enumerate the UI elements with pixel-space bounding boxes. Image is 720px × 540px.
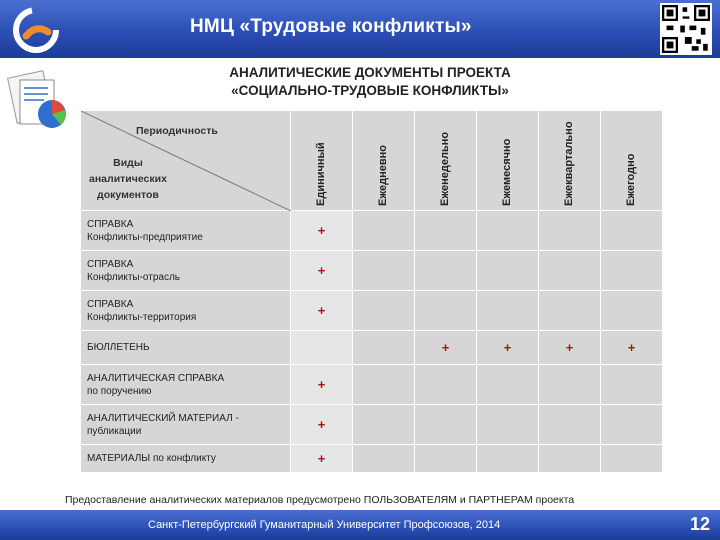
- plus-mark: +: [317, 302, 326, 318]
- column-label: Ежеквартально: [563, 121, 575, 206]
- plus-mark: +: [565, 339, 574, 355]
- column-label: Ежемесячно: [501, 138, 513, 206]
- row-label: [81, 405, 291, 445]
- mark-cell: [353, 251, 415, 291]
- plus-mark: +: [503, 339, 512, 355]
- footnote: Предоставление аналитических материалов предусмотрено ПОЛЬЗОВАТЕЛЯМ и ПАРТНЕРАМ проекта: [65, 494, 575, 506]
- page-number: 12: [689, 514, 710, 534]
- mark-cell: [539, 211, 601, 251]
- mark-cell: [353, 365, 415, 405]
- table-row: [81, 445, 663, 473]
- mark-cell: [353, 331, 415, 365]
- mark-cell: [353, 211, 415, 251]
- mark-cell: [415, 365, 477, 405]
- mark-cell: [601, 331, 663, 365]
- row-label: [81, 365, 291, 405]
- types-label-line-1: Виды: [113, 157, 143, 169]
- column-label: Единичный: [315, 142, 327, 206]
- mark-cell: [353, 405, 415, 445]
- plus-mark: +: [317, 450, 326, 466]
- row-label: [81, 445, 291, 473]
- footer-text: Санкт-Петербургский Гуманитарный Университет Профсоюзов, 2014: [148, 519, 501, 531]
- mark-cell: [291, 211, 353, 251]
- mark-cell: [601, 405, 663, 445]
- mark-cell: [477, 291, 539, 331]
- table-header-row: [81, 111, 663, 211]
- mark-cell: [291, 365, 353, 405]
- column-header-weekly: [415, 111, 477, 211]
- row-label: [81, 251, 291, 291]
- logo-icon: [12, 6, 60, 54]
- mark-cell: [291, 445, 353, 473]
- mark-cell: [539, 291, 601, 331]
- row-label-line-2: Конфликты-территория: [87, 311, 197, 323]
- column-label: Ежедневно: [377, 145, 389, 206]
- mark-cell: [539, 251, 601, 291]
- mark-cell: [477, 445, 539, 473]
- plus-mark: +: [317, 376, 326, 392]
- row-label-line-1: АНАЛИТИЧЕСКИЙ МАТЕРИАЛ -: [87, 412, 239, 424]
- qr-code-icon: [660, 3, 712, 55]
- table-row: [81, 251, 663, 291]
- mark-cell: [477, 405, 539, 445]
- mark-cell: [601, 445, 663, 473]
- column-header-quarterly: [539, 111, 601, 211]
- mark-cell: [415, 211, 477, 251]
- mark-cell: [601, 291, 663, 331]
- mark-cell: [477, 365, 539, 405]
- column-header-yearly: [601, 111, 663, 211]
- plus-mark: +: [627, 339, 636, 355]
- header-bar: [0, 0, 720, 58]
- subtitle-line-1: АНАЛИТИЧЕСКИЕ ДОКУМЕНТЫ ПРОЕКТА: [229, 65, 511, 80]
- periodicity-label: Периодичность: [136, 125, 218, 137]
- mark-cell: [539, 445, 601, 473]
- row-label-line-2: Конфликты-предприятие: [87, 231, 203, 243]
- row-label-line-2: публикации: [87, 425, 142, 437]
- column-label: Ежегодно: [625, 153, 637, 206]
- column-header-monthly: [477, 111, 539, 211]
- document-chart-icon: [6, 70, 72, 132]
- mark-cell: [291, 331, 353, 365]
- mark-cell: [477, 331, 539, 365]
- row-label-line-1: АНАЛИТИЧЕСКАЯ СПРАВКА: [87, 372, 225, 384]
- subtitle: [150, 64, 590, 100]
- page-title: НМЦ «Трудовые конфликты»: [190, 16, 472, 37]
- row-label: [81, 291, 291, 331]
- table-body: [81, 211, 663, 473]
- row-label-line-1: СПРАВКА: [87, 298, 134, 310]
- table-corner-cell: [81, 111, 291, 211]
- mark-cell: [291, 251, 353, 291]
- mark-cell: [539, 365, 601, 405]
- table-row: [81, 405, 663, 445]
- table-row: [81, 331, 663, 365]
- types-label-line-2: аналитических: [89, 173, 167, 185]
- row-label: [81, 331, 291, 365]
- column-header-daily: [353, 111, 415, 211]
- plus-mark: +: [317, 262, 326, 278]
- row-label-line-1: СПРАВКА: [87, 258, 134, 270]
- mark-cell: [291, 291, 353, 331]
- mark-cell: [415, 405, 477, 445]
- plus-mark: +: [317, 416, 326, 432]
- table-row: [81, 211, 663, 251]
- types-label-line-3: документов: [97, 189, 159, 201]
- mark-cell: [415, 291, 477, 331]
- plus-mark: +: [317, 222, 326, 238]
- mark-cell: [601, 365, 663, 405]
- mark-cell: [601, 211, 663, 251]
- documents-table: [80, 110, 663, 473]
- types-label: [89, 155, 167, 203]
- row-label-line-1: БЮЛЛЕТЕНЬ: [87, 342, 150, 353]
- mark-cell: [539, 405, 601, 445]
- row-label-line-1: МАТЕРИАЛЫ по конфликту: [87, 453, 216, 464]
- plus-mark: +: [441, 339, 450, 355]
- row-label-line-2: Конфликты-отрасль: [87, 271, 181, 283]
- mark-cell: [291, 405, 353, 445]
- row-label-line-1: СПРАВКА: [87, 218, 134, 230]
- mark-cell: [353, 291, 415, 331]
- table-row: [81, 291, 663, 331]
- mark-cell: [539, 331, 601, 365]
- subtitle-line-2: «СОЦИАЛЬНО-ТРУДОВЫЕ КОНФЛИКТЫ»: [231, 83, 509, 98]
- column-header-single: [291, 111, 353, 211]
- column-label: Еженедельно: [439, 131, 451, 206]
- row-label: [81, 211, 291, 251]
- row-label-line-2: по поручению: [87, 385, 152, 397]
- footer-bar: [0, 510, 720, 540]
- mark-cell: [415, 251, 477, 291]
- mark-cell: [415, 445, 477, 473]
- mark-cell: [477, 211, 539, 251]
- mark-cell: [415, 331, 477, 365]
- mark-cell: [353, 445, 415, 473]
- table-row: [81, 365, 663, 405]
- mark-cell: [601, 251, 663, 291]
- mark-cell: [477, 251, 539, 291]
